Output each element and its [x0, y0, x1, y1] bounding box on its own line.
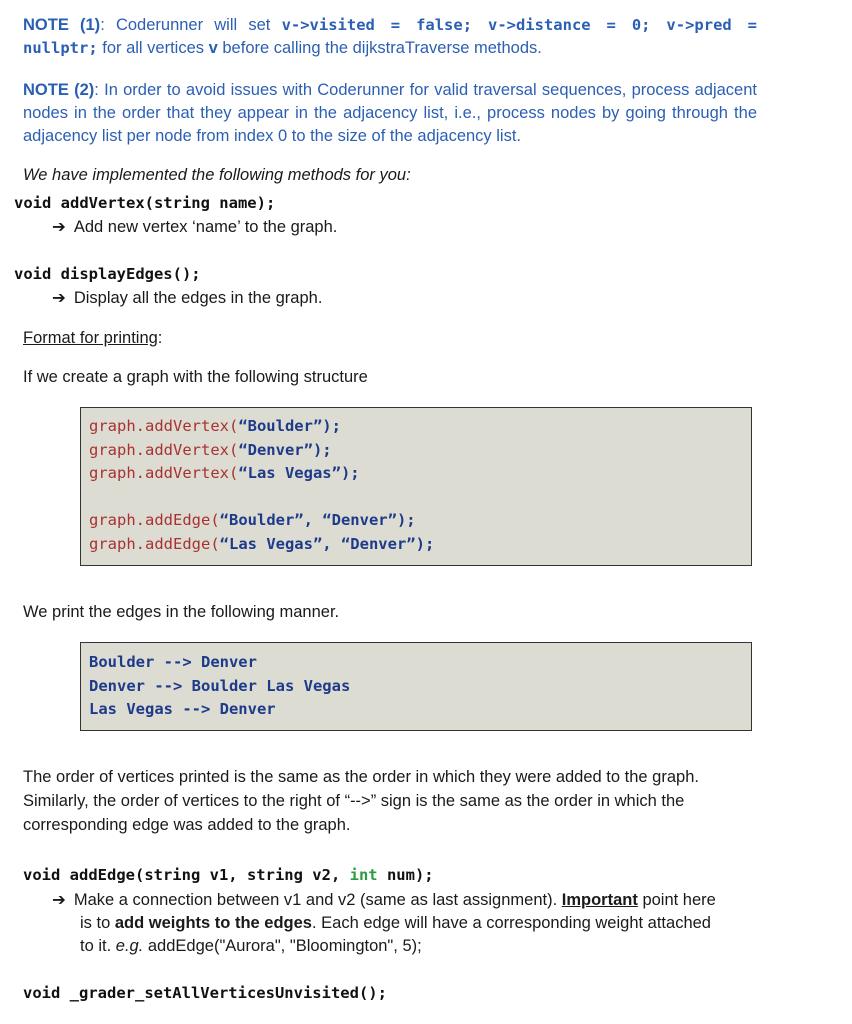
- format-heading: Format for printing:: [23, 329, 163, 347]
- code-line: graph.addVertex(“Boulder”);: [89, 417, 341, 435]
- note-1-label: NOTE (1): [23, 16, 101, 34]
- code-line: graph.addVertex(“Las Vegas”);: [89, 464, 360, 482]
- output-line: Denver --> Boulder Las Vegas: [89, 677, 351, 695]
- note-1: NOTE (1): Coderunner will set v->visited = false; v->distance = 0; v->pred = nullptr; for all vertices v before calling the dijkstraTraverse methods.: [23, 16, 757, 57]
- addedge-description: ➔ Make a connection between v1 and v2 (same as last assignment). Important point here: [52, 891, 716, 909]
- output-line: Boulder --> Denver: [89, 653, 257, 671]
- code-example-box: [80, 407, 752, 566]
- note-2: [23, 79, 757, 148]
- arrow-icon: ➔: [52, 218, 66, 236]
- note-1-code: v->visited = false; v->distance = 0; v->pred = nullptr;: [23, 16, 757, 57]
- code-line: graph.addEdge(“Las Vegas”, “Denver”);: [89, 535, 435, 553]
- addedge-signature: void addEdge(string v1, string v2, int num);: [23, 866, 434, 884]
- displayedges-signature: void displayEdges();: [14, 265, 201, 283]
- arrow-icon: ➔: [52, 289, 66, 307]
- order-paragraph-line-3: corresponding edge was added to the graph.: [23, 816, 351, 834]
- order-paragraph-line-2: Similarly, the order of vertices to the right of “-->” sign is the same as the order in which the: [23, 792, 685, 810]
- note-2-label: NOTE (2): [23, 81, 95, 99]
- addedge-description-cont: is to add weights to the edges. Each edge will have a corresponding weight attached: [80, 914, 711, 932]
- example-intro: If we create a graph with the following structure: [23, 368, 368, 386]
- addvertex-description: ➔ Add new vertex ‘name’ to the graph.: [52, 218, 338, 236]
- arrow-icon: ➔: [52, 891, 66, 909]
- displayedges-description: ➔ Display all the edges in the graph.: [52, 289, 323, 307]
- implemented-heading: We have implemented the following methods for you:: [23, 166, 411, 184]
- code-line: graph.addEdge(“Boulder”, “Denver”);: [89, 511, 416, 529]
- note-2-text: : In order to avoid issues with Coderunner for valid traversal sequences, process adjacent nodes in the order that they appear in the adjacency list, i.e., process nodes by going through the adjacency list per node from index 0 to the size of the adjacency list.: [23, 81, 757, 145]
- order-paragraph-line-1: The order of vertices printed is the same as the order in which they were added to the graph.: [23, 768, 699, 786]
- output-line: Las Vegas --> Denver: [89, 700, 276, 718]
- code-line: graph.addVertex(“Denver”);: [89, 441, 332, 459]
- output-example-box: [80, 642, 752, 731]
- addedge-example: to it. e.g. addEdge("Aurora", "Bloomington", 5);: [80, 937, 422, 955]
- print-intro: We print the edges in the following manner.: [23, 603, 340, 621]
- addvertex-signature: void addVertex(string name);: [14, 194, 276, 212]
- grader-signature: void _grader_setAllVerticesUnvisited();: [23, 984, 387, 1002]
